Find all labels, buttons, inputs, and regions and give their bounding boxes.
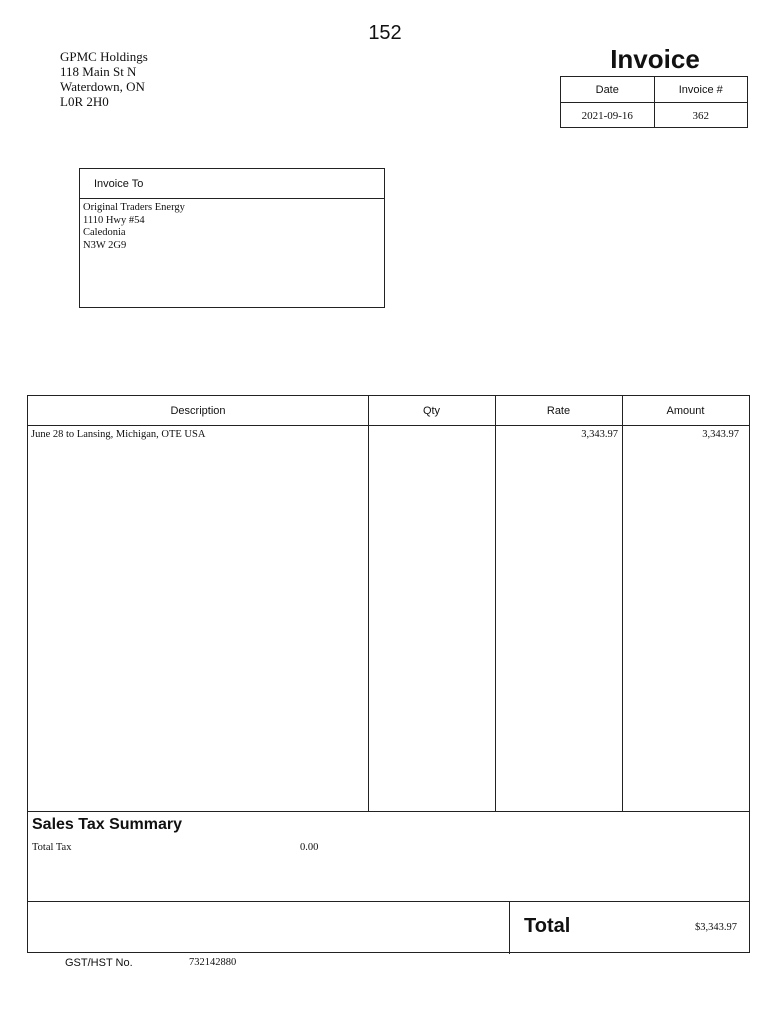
bill-to-name: Original Traders Energy bbox=[83, 202, 185, 213]
line-items-table bbox=[27, 395, 750, 953]
rate-header: Rate bbox=[546, 404, 571, 417]
amount-header: Amount bbox=[666, 404, 705, 417]
column-divider bbox=[495, 396, 496, 811]
invoice-number: 362 bbox=[654, 103, 748, 128]
column-divider bbox=[622, 396, 623, 811]
items-header-row bbox=[28, 396, 749, 426]
item-description: June 28 to Lansing, Michigan, OTE USA bbox=[31, 429, 206, 440]
gst-number: 732142880 bbox=[189, 957, 237, 968]
qty-header: Qty bbox=[422, 404, 441, 417]
gst-label: GST/HST No. bbox=[65, 957, 133, 969]
total-tax-label: Total Tax bbox=[32, 842, 72, 853]
total-row bbox=[28, 901, 749, 954]
item-amount: 3,343.97 bbox=[702, 429, 739, 440]
invoice-number-header: Invoice # bbox=[654, 77, 748, 102]
item-rate: 3,343.97 bbox=[581, 429, 618, 440]
company-city: Waterdown, ON bbox=[60, 79, 145, 94]
invoice-title: Invoice bbox=[610, 44, 700, 74]
bill-to-label: Invoice To bbox=[80, 169, 384, 199]
date-header: Date bbox=[595, 83, 619, 96]
page-number: 152 bbox=[368, 22, 402, 44]
total-label: Total bbox=[524, 915, 571, 937]
company-name: GPMC Holdings bbox=[60, 49, 148, 64]
invoice-date: 2021-09-16 bbox=[581, 109, 633, 122]
bill-to-street: 1110 Hwy #54 bbox=[83, 214, 145, 226]
company-street: 118 Main St N bbox=[60, 64, 137, 79]
invoice-meta-table bbox=[560, 76, 748, 128]
company-address bbox=[60, 49, 148, 109]
sales-tax-summary bbox=[28, 811, 749, 902]
tax-summary-title: Sales Tax Summary bbox=[32, 816, 183, 833]
company-postal: L0R 2H0 bbox=[60, 94, 109, 109]
total-value: $3,343.97 bbox=[695, 922, 737, 933]
bill-to-city: Caledonia bbox=[83, 227, 126, 238]
description-header: Description bbox=[170, 404, 226, 417]
column-divider bbox=[368, 396, 369, 811]
total-divider bbox=[509, 902, 510, 954]
bill-to-box bbox=[79, 168, 385, 308]
bill-to-postal: N3W 2G9 bbox=[83, 239, 127, 251]
total-tax-value: 0.00 bbox=[300, 842, 319, 853]
